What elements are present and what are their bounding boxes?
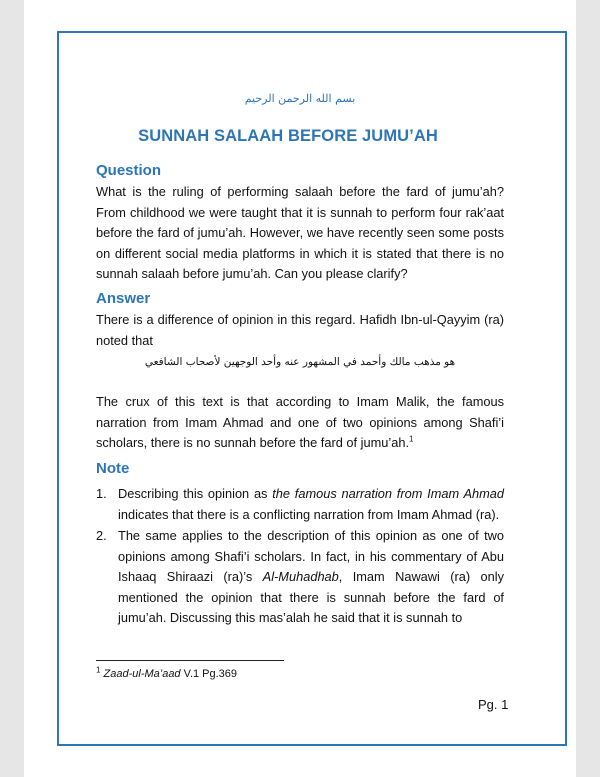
footnote-separator <box>96 660 284 661</box>
arabic-quotation: هو مذهب مالك وأحمد في المشهور عنه وأحد الوجهين لأصحاب الشافعي <box>144 356 456 368</box>
footnote-ref: V.1 Pg.369 <box>180 668 238 680</box>
crux-paragraph <box>96 392 504 454</box>
note-number: 1. <box>96 486 107 501</box>
note-item-1 <box>96 484 504 525</box>
page-number: Pg. 1 <box>478 697 509 712</box>
footnote-reference: 1 <box>409 434 414 444</box>
question-heading: Question <box>96 162 162 179</box>
note-text-end: indicates that there is a conflicting narration from Imam Ahmad (ra). <box>118 506 500 522</box>
note-text-end: , Imam Nawawi (ra) only mentioned the opinion that there is sunnah before the fard of jumu’ah. Discussing this mas’alah he said that it is sunnah to <box>118 569 504 625</box>
note-emphasis: the famous narration from Imam Ahmad <box>272 486 504 501</box>
footnote-source: Zaad-ul-Ma’aad <box>103 668 181 680</box>
note-number: 2. <box>96 528 107 543</box>
bismillah-header: بسم الله الرحمن الرحيم <box>244 92 356 105</box>
answer-heading: Answer <box>96 290 151 307</box>
note-item-2 <box>96 526 504 629</box>
answer-intro: There is a difference of opinion in this regard. Hafidh Ibn-ul-Qayyim (ra) noted that <box>96 312 504 348</box>
note-text-start: Describing this opinion as <box>118 486 273 501</box>
question-text: What is the ruling of performing salaah before the fard of jumu’ah? From childhood we were taught that it is sunnah to perform four rak’aat before the fard of jumu’ah. However, we have recently seen some posts on different social media platforms in which it is stated that there is no sunnah salaah before jumu’ah. Can you please clarify? <box>96 184 504 281</box>
note-heading: Note <box>96 460 130 477</box>
footnote-number: 1 <box>96 665 101 675</box>
crux-text: The crux of this text is that according to Imam Malik, the famous narration from Imam Ahmad and one of two opinions among Shafi’i scholars, there is no sunnah before the fard of jumu’ah. <box>96 394 504 450</box>
page-title: SUNNAH SALAAH BEFORE JUMU’AH <box>138 127 438 145</box>
note-text-start: The same applies to the description of this opinion as one of two opinions among Shafi’i scholars. In fact, in his commentary of Abu Ishaaq Shiraazi (ra)’s <box>118 528 504 584</box>
note-list <box>96 484 504 629</box>
note-emphasis: Al-Muhadhab <box>262 569 339 584</box>
footnote <box>96 665 238 680</box>
